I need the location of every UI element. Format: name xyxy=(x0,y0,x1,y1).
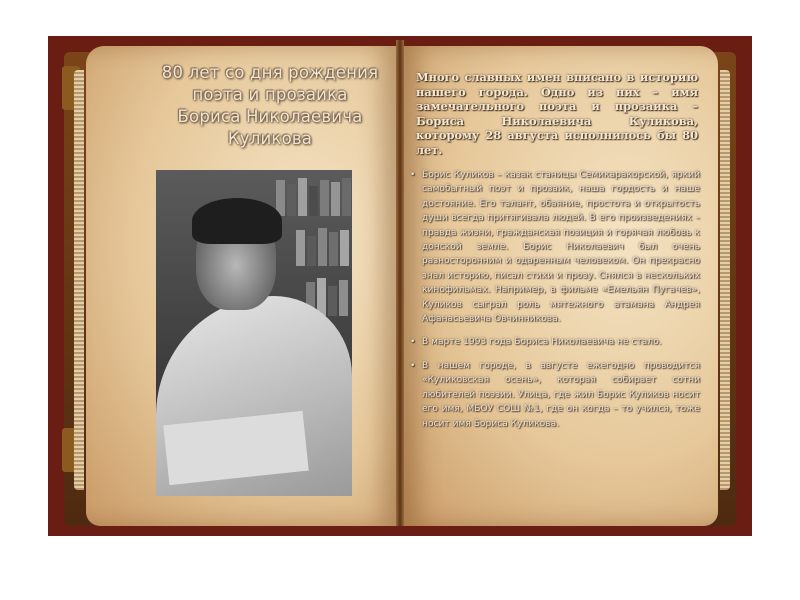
page-edges-right xyxy=(720,70,730,490)
list-item: • В нашем городе, в августе ежегодно проводится «Куликовская осень», которая собирает сотни любителей поэзии. Улица, где жил Борис Куликов носит его имя, МБОУ СОШ №1, где он когда – то учился, тоже носит имя Бориса Куликова. xyxy=(408,359,700,431)
title-line: 80 лет со дня рождения xyxy=(161,63,379,82)
title-line: поэта и прозаика xyxy=(192,85,348,104)
right-page-heading: Много славных имен вписано в историю нашего города. Одно из них – имя замечательного поэта и прозаика – Бориса Николаевича Куликова, которому 28 августа исполнилось бы 80 лет. xyxy=(416,70,698,157)
page-edges-left xyxy=(74,70,84,490)
book-spine xyxy=(396,40,404,526)
list-item: • Борис Куликов – казак станицы Семикаракорской, яркий самобытный поэт и прозаик, наша гордость и наше достояние. Его талант, обаяние, простота и открытость души всегда притягивала людей. В его произведениях – правда жизни, гражданская позиция и горячая любовь к донской земле. Борис Николаевич был очень разносторонним и одаренным человеком. Он прекрасно знал историю, писал стихи и прозу. Снялся в нескольких кинофильмах. Например, в фильме «Емельян Пугачев», Куликов сыграл роль мятежного атамана Андрея Афанасьевича Овчинникова. xyxy=(408,168,700,326)
list-item: • В марте 1993 года Бориса Николаевича не стало. xyxy=(408,335,700,349)
title-line: Куликова xyxy=(227,129,313,148)
title-line: Бориса Николаевича xyxy=(177,107,363,126)
person-hair xyxy=(192,198,282,244)
biography-list xyxy=(408,168,700,440)
left-page-title xyxy=(152,62,388,150)
portrait-photo xyxy=(156,170,352,496)
